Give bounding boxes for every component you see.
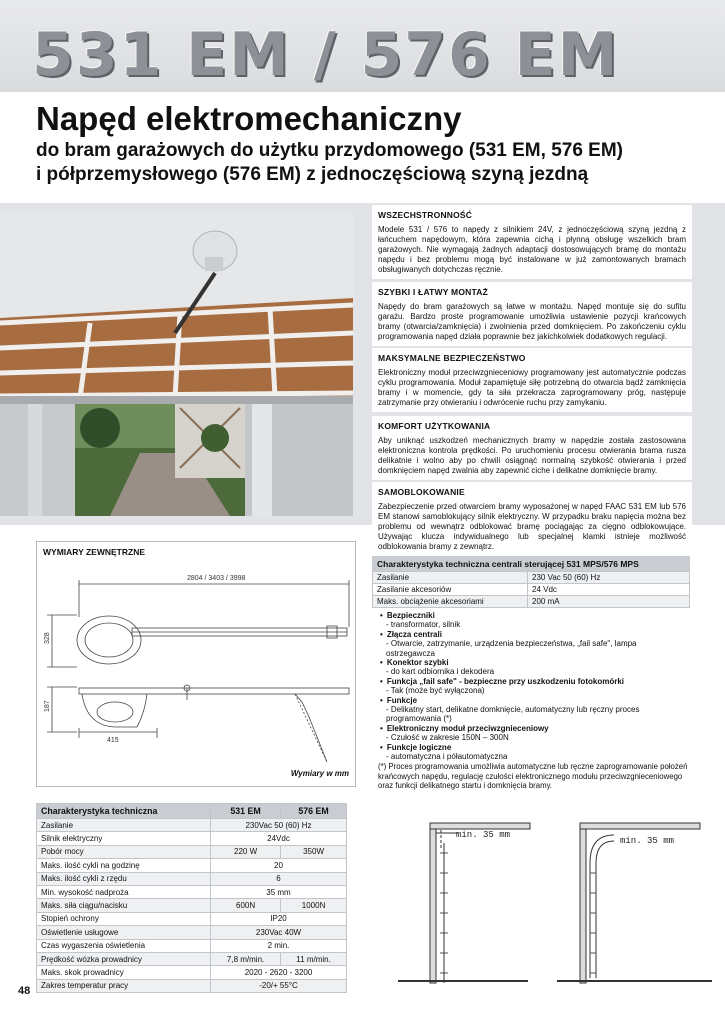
table-cell-label: Prędkość wózka prowadnicy xyxy=(37,952,211,965)
feature-text: Modele 531 / 576 to napędy z silnikiem 24V, z jednoczęściową szyną jezdną z łańcuchem napędowym, która zapewnia cichą i płynną obsługę wszelkich bram garażowych. Nie wymagają żadnych adaptacji dostosowujących bramę do montażu napędu i bez problemu mogą być instalowane w już zamontowanych bramach obsługiwanych dotychczas ręcznie. xyxy=(378,225,686,274)
table-cell-label: Silnik elektryczny xyxy=(37,832,211,845)
feature-title: SZYBKI I ŁATWY MONTAŻ xyxy=(378,287,488,297)
list-item-heading: • Konektor szybki xyxy=(380,658,698,667)
table-header-row xyxy=(37,804,347,819)
clearance-label: min. 35 mm xyxy=(456,830,511,840)
table-header-531: 531 EM xyxy=(211,804,281,819)
table-row xyxy=(37,845,347,858)
list-item-detail: - Czułość w zakresie 150N – 300N xyxy=(386,733,509,743)
table-row xyxy=(373,596,690,608)
dimensions-unit-note: Wymiary w mm xyxy=(290,769,349,778)
table-header-576: 576 EM xyxy=(281,804,347,819)
table-cell-value: 2 min. xyxy=(211,939,347,952)
feature-versatility xyxy=(372,205,692,279)
table-cell-label: Maks. siła ciągu/nacisku xyxy=(37,899,211,912)
table-row xyxy=(37,872,347,885)
dimension-width-label: 415 xyxy=(107,737,119,744)
list-item-heading: • Funkcje xyxy=(380,696,698,705)
table-cell-value: 6 xyxy=(211,872,347,885)
list-item-detail: - Tak (może być wyłączona) xyxy=(386,686,485,696)
garage-photo xyxy=(0,213,353,516)
page-title: Napęd elektromechaniczny xyxy=(36,100,462,137)
table-row xyxy=(37,979,347,992)
page-number: 48 xyxy=(18,985,31,997)
table-cell-value: 350W xyxy=(281,845,347,858)
dimensions-box xyxy=(36,541,356,787)
feature-comfort xyxy=(372,416,692,480)
dimension-height-side-label: 187 xyxy=(44,700,51,712)
control-footnote: (*) Proces programowania umożliwia automatyczne lub ręczne zaprogramowanie położeń krańcowych napędu, regulację czułości elektronicznego modułu przeciwzgnieceniowego oraz funkcji delikatnego startu i domknięcia bramy. xyxy=(378,762,688,790)
list-item-detail: - Otwarcie, zatrzymanie, urządzenia bezpieczeństwa, „fail safe", lampa xyxy=(386,639,637,649)
table-row xyxy=(37,885,347,898)
table-cell-label: Maks. skok prowadnicy xyxy=(37,966,211,979)
control-features-list xyxy=(380,611,698,762)
table-cell-value: 1000N xyxy=(281,899,347,912)
table-row xyxy=(37,832,347,845)
list-item-detail: - transformator, silnik xyxy=(386,620,461,630)
dimension-height-top-label: 328 xyxy=(44,632,51,644)
list-item-detail: ostrzegawcza xyxy=(386,648,435,658)
table-cell-value: 230Vac 50 (60) Hz xyxy=(211,819,347,832)
table-cell-label: Stopień ochrony xyxy=(37,912,211,925)
table-row xyxy=(37,819,347,832)
feature-title: WSZECHSTRONNOŚĆ xyxy=(378,210,473,220)
table-cell-value: 24 Vdc xyxy=(528,584,690,596)
table-row xyxy=(373,572,690,584)
feature-text: Elektroniczny moduł przeciwzgnieceniowy programowany jest automatycznie podczas cyklu programowania. Moduł zapamiętuje siłę potrzebną do otwarcia bądź zamknięcia bramy i w momencie, gdy ta siła przekracza zaprogramowany próg, następuje zatrzymanie przy otwieraniu i odwrócenie ruchu przy zamykaniu. xyxy=(378,368,686,407)
table-cell-value: IP20 xyxy=(211,912,347,925)
feature-title: KOMFORT UŻYTKOWANIA xyxy=(378,421,491,431)
model-title: 531 EM / 576 EM xyxy=(32,20,620,90)
table-row xyxy=(37,926,347,939)
table-cell-label: Oświetlenie usługowe xyxy=(37,926,211,939)
table-cell-label: Czas wygaszenia oświetlenia xyxy=(37,939,211,952)
table-cell-label: Maks. ilość cykli na godzinę xyxy=(37,859,211,872)
table-row xyxy=(37,966,347,979)
table-cell-label: Maks. ilość cykli z rzędu xyxy=(37,872,211,885)
feature-easy-mounting xyxy=(372,282,692,346)
table-header-label: Charakterystyka techniczna xyxy=(37,804,211,819)
list-item-heading: • Bezpieczniki xyxy=(380,611,698,620)
table-cell-label: Pobór mocy xyxy=(37,845,211,858)
clearance-label: min. 35 mm xyxy=(620,836,675,846)
table-cell-key: Zasilanie xyxy=(373,572,528,584)
table-cell-value: 230Vac 40W xyxy=(211,926,347,939)
table-cell-value: 20 xyxy=(211,859,347,872)
title-band xyxy=(0,0,725,92)
table-cell-value: 230 Vac 50 (60) Hz xyxy=(528,572,690,584)
list-item-heading: • Elektroniczny moduł przeciwzgnieceniowy xyxy=(380,724,698,733)
list-item-detail: - do kart odbiornika i dekodera xyxy=(386,667,495,677)
list-item-detail: - Delikatny start, delikatne domknięcie, automatyczny lub ręczny proces xyxy=(386,705,640,715)
subtitle-line-1: do bram garażowych do użytku przydomowego (531 EM, 576 EM) xyxy=(36,140,623,161)
table-cell-value: 24Vdc xyxy=(211,832,347,845)
control-unit-table xyxy=(372,571,690,608)
table-cell-label: Zasilanie xyxy=(37,819,211,832)
table-cell-value: -20/+ 55°C xyxy=(211,979,347,992)
list-item-heading: • Funkcja „fail safe" - bezpieczne przy uszkodzeniu fotokomórki xyxy=(380,677,698,686)
table-cell-value: 11 m/min. xyxy=(281,952,347,965)
dimension-length-label: 2804 / 3403 / 3998 xyxy=(187,575,246,582)
table-cell-key: Maks. obciążenie akcesoriami xyxy=(373,596,528,608)
feature-text: Napędy do bram garażowych są łatwe w montażu. Napęd montuje się do sufitu garażu. Bardzo proste programowanie umożliwia ustawienie pozycji krańcowych bramy (otwarcia/zamknięcia) i zwolnienia przed domknięciem. Po zakończeniu cyklu programowania napęd działa poprawnie bez jakichkolwiek dodatkowych regulacji. xyxy=(378,302,686,341)
table-row xyxy=(373,584,690,596)
technical-specs-table xyxy=(36,803,347,993)
dimensions-title: WYMIARY ZEWNĘTRZNE xyxy=(43,547,145,557)
table-cell-label: Zakres temperatur pracy xyxy=(37,979,211,992)
list-item-detail: - automatyczna i półautomatyczna xyxy=(386,752,508,762)
table-row xyxy=(37,939,347,952)
list-item-detail: programowania (*) xyxy=(386,714,452,724)
dimensions-drawing xyxy=(37,542,355,786)
table-cell-label: Min. wysokość nadproża xyxy=(37,885,211,898)
table-cell-value: 600N xyxy=(211,899,281,912)
table-row xyxy=(37,912,347,925)
table-row xyxy=(37,899,347,912)
feature-safety xyxy=(372,348,692,412)
subtitle-line-2: i półprzemysłowego (576 EM) z jednoczęściową szyną jezdną xyxy=(36,164,589,185)
table-cell-key: Zasilanie akcesoriów xyxy=(373,584,528,596)
table-cell-value: 35 mm xyxy=(211,885,347,898)
page-subtitle xyxy=(36,139,623,187)
table-row xyxy=(37,952,347,965)
feature-text: Aby uniknąć uszkodzeń mechanicznych bramy w napędzie została zastosowana elektroniczna kontrola prędkości. Po uruchomieniu procesu otwierania brama rusza delikatnie i wolno aby po chwili osiągnąć normalną szybkość otwierania i przed domknięciem napęd zwalnia aby zapewnić ciche i delikatne domknięcie bramy. xyxy=(378,436,686,475)
feature-self-locking xyxy=(372,482,692,556)
list-item-heading: • Funkcje logiczne xyxy=(380,743,698,752)
table-cell-value: 7,8 m/min. xyxy=(211,952,281,965)
installation-drawing-one-piece xyxy=(552,803,722,999)
feature-title: MAKSYMALNE BEZPIECZEŃSTWO xyxy=(378,353,526,363)
installation-drawing-sectional xyxy=(378,803,548,999)
feature-text: Zabezpieczenie przed otwarciem bramy wyposażonej w napęd FAAC 531 EM lub 576 EM stanowi samoblokujący silnik elektryczny. W przypadku braku napięcia można bez problemu od wewnątrz odblokować bramę pociągając za cięgno odblokowujące. Używając klucza indywidualnego lub specjalnej klamki istnieje możliwość odblokowania bramy z zewnątrz. xyxy=(378,502,686,551)
table-cell-value: 220 W xyxy=(211,845,281,858)
table-row xyxy=(37,859,347,872)
table-cell-value: 200 mA xyxy=(528,596,690,608)
feature-title: SAMOBLOKOWANIE xyxy=(378,487,465,497)
list-item-heading: • Złącza centrali xyxy=(380,630,698,639)
table-cell-value: 2020 - 2620 - 3200 xyxy=(211,966,347,979)
control-unit-title: Charakterystyka techniczna centrali sterującej 531 MPS/576 MPS xyxy=(372,556,690,571)
